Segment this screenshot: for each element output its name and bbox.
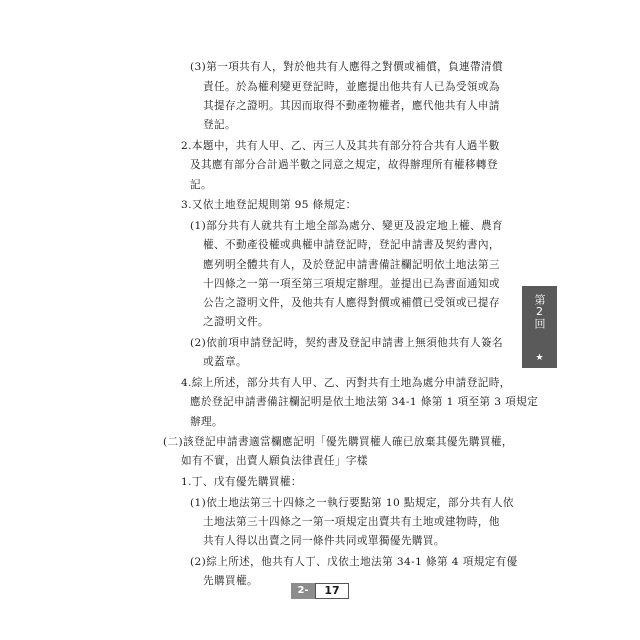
text-line: 土地法第三十四條之一第一項規定出賣共有土地或建物時，他 xyxy=(203,516,500,528)
text-line: (2)綜上所述，他共有人丁、戊依土地法第 34-1 條第 4 項規定有優 xyxy=(190,556,518,568)
text-line: 責任。於為權利變更登記時，並應提出他共有人已為受領或為 xyxy=(203,81,500,93)
page-chapter-prefix: 2- xyxy=(291,583,315,599)
text-line: 記。 xyxy=(190,179,212,191)
text-line: 2.本題中，共有人甲、乙、丙三人及其共有部分符合共有人過半數 xyxy=(181,140,500,152)
text-line: (3)第一項共有人，對於他共有人應得之對價或補償，負連帶清償 xyxy=(190,61,504,73)
text-line: 應列明全體共有人，及於登記申請書備註欄記明依土地法第三 xyxy=(203,259,500,271)
text-line: 十四條之一第一項至第三項規定辦理。並提出已為書面通知或 xyxy=(203,278,500,290)
text-line: 3.又依土地登記規則第 95 條規定： xyxy=(181,199,357,211)
text-line: (2)依前項申請登記時，契約書及登記申請書上無須他共有人簽名 xyxy=(190,337,504,349)
text-line: 其提存之證明。其因而取得不動產物權者，應代他共有人申請 xyxy=(203,100,500,112)
text-line: (1)部分共有人就共有土地全部為處分、變更及設定地上權、農育 xyxy=(190,220,504,232)
star-icon: ★ xyxy=(535,353,544,363)
text-line: 權、不動產役權或典權申請登記時，登記申請書及契約書內， xyxy=(203,239,500,251)
chapter-tab-label: 第2回 xyxy=(533,294,546,329)
text-line: 應於登記申請書備註欄記明是依土地法第 34-1 條第 1 項至第 3 項規定 xyxy=(190,396,539,408)
text-line: 之證明文件。 xyxy=(203,316,269,328)
text-line: 1.丁、戊有優先購買權： xyxy=(181,476,302,488)
text-line: 及其應有部分合計過半數之同意之規定，故得辦理所有權移轉登 xyxy=(190,159,498,171)
text-line: 4.綜上所述，部分共有人甲、乙、丙對共有土地為處分申請登記時， xyxy=(181,377,511,389)
text-line: (1)依土地法第三十四條之一執行要點第 10 點規定，部分共有人依 xyxy=(190,497,514,509)
text-line: 如有不實，出賣人願負法律責任」字樣 xyxy=(181,455,368,467)
text-line: 公告之證明文件，及他共有人應得對價或補償已受領或已提存 xyxy=(203,297,500,309)
page-number: 17 xyxy=(315,583,349,599)
text-line: 先購買權。 xyxy=(203,575,258,587)
text-line: 或蓋章。 xyxy=(203,356,247,368)
text-line: 登記。 xyxy=(203,119,236,131)
text-line: 共有人得以出賣之同一條件共同或單獨優先購買。 xyxy=(203,535,445,547)
chapter-side-tab xyxy=(522,286,557,368)
text-line: (二)該登記申請書適當欄應記明「優先購買權人確已放棄其優先購買權， xyxy=(163,436,513,448)
text-line: 辦理。 xyxy=(190,416,223,428)
